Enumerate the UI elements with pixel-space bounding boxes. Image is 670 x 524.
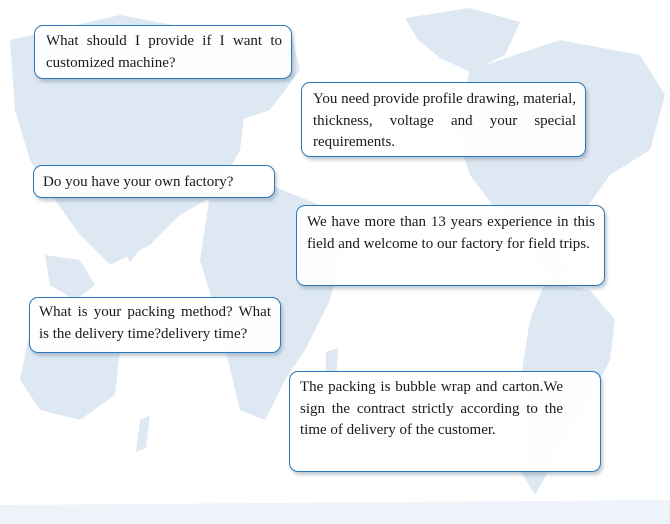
- antarctica-shape: [0, 500, 670, 524]
- faq-answer-own-factory: [296, 205, 605, 286]
- faq-question-own-factory: [33, 165, 275, 198]
- faq-answer-packing-delivery: [289, 371, 601, 472]
- answer-text: The packing is bubble wrap and carton.We sign the contract strictly according to the time of delivery of the customer.: [300, 379, 563, 438]
- question-text: Do you have your own factory?: [43, 174, 234, 190]
- faq-question-packing-delivery: [29, 297, 281, 353]
- new-zealand-shape: [136, 415, 150, 452]
- answer-text: You need provide profile drawing, material, thickness, voltage and your special requirements.: [313, 91, 576, 150]
- faq-question-custom-machine: [34, 25, 292, 79]
- southeast-asia-shape: [45, 255, 95, 300]
- question-text: What should I provide if I want to customized machine?: [46, 33, 282, 71]
- faq-answer-custom-machine: [301, 82, 586, 157]
- answer-text: We have more than 13 years experience in this field and welcome to our factory for field trips.: [307, 214, 595, 252]
- question-text: What is your packing method? What is the delivery time?delivery time?: [39, 304, 271, 342]
